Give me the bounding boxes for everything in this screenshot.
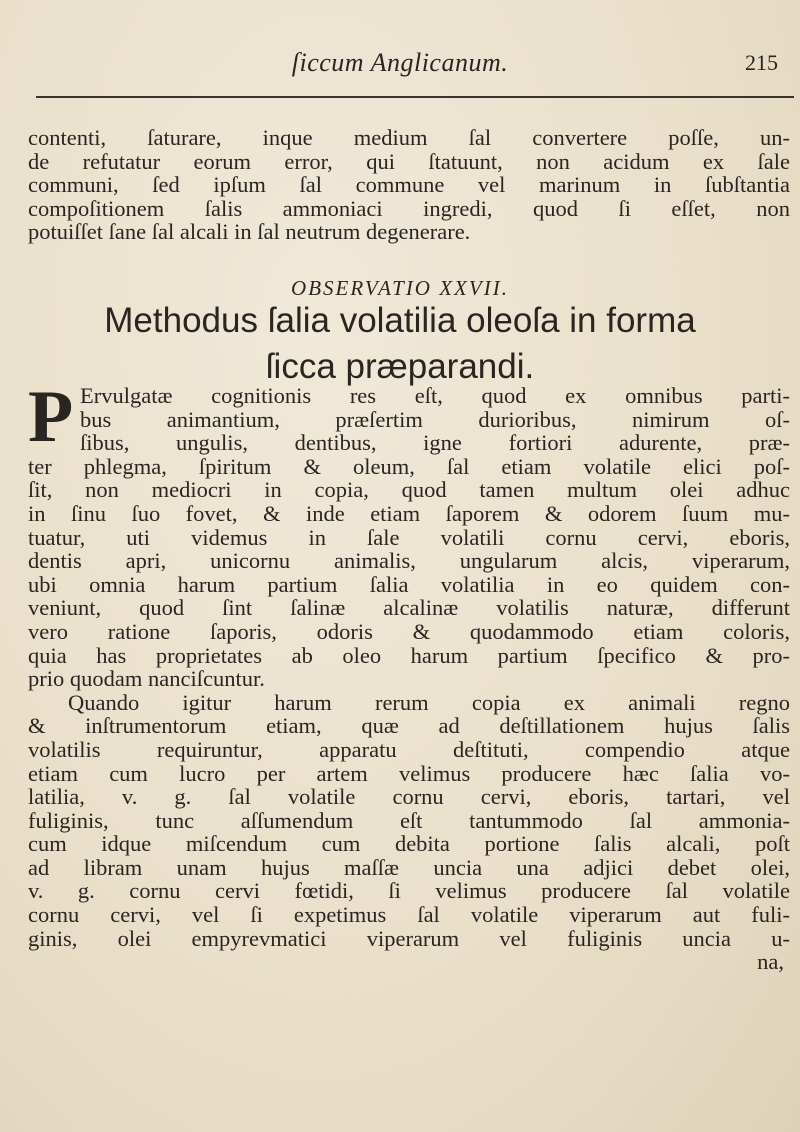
text-line: & inſtrumentorum etiam, quæ ad deſtillationem hujus ſalis [28, 713, 790, 739]
running-title: ſiccum Anglicanum. [291, 48, 509, 77]
catchword: na, [757, 949, 784, 975]
text-line: bus animantium, præſertim durioribus, nimirum oſ- [80, 406, 790, 432]
intro-paragraph [28, 126, 790, 244]
text-line: etiam cum lucro per artem velimus producere hæc ſalia vo- [28, 760, 790, 786]
text-line: latilia, v. g. ſal volatile cornu cervi, eboris, tartari, vel [28, 784, 790, 810]
text-line: quia has proprietates ab oleo harum partium ſpecifico & pro- [28, 642, 790, 668]
title-line: Methodus ſalia volatilia oleoſa in forma [104, 301, 696, 340]
text-line: Ervulgatæ cognitionis res eſt, quod ex omnibus parti- [80, 383, 790, 408]
drop-cap: P [28, 376, 74, 458]
main-paragraph [28, 376, 790, 975]
page-number: 215 [745, 50, 778, 75]
text-line: veniunt, quod ſint ſalinæ alcalinæ volatilis naturæ, differunt [28, 595, 790, 621]
text-line: fuliginis, tunc aſſumendum eſt tantummodo ſal ammonia- [28, 807, 790, 833]
text-line: dentis apri, unicornu animalis, ungularum alcis, viperarum, [28, 548, 790, 574]
title-line: ſicca præparandi. [265, 347, 535, 386]
text-line: communi, ſed ipſum ſal commune vel marinum in ſubſtantia [28, 172, 790, 198]
text-line: potuiſſet ſane ſal alcali in ſal neutrum degenerare. [28, 219, 471, 245]
text-line: ad libram unam hujus maſſæ uncia una adjici debet olei, [28, 854, 790, 880]
text-line: cum idque miſcendum cum debita portione ſalis alcali, poſt [28, 831, 790, 857]
text-line: de refutatur eorum error, qui ſtatuunt, non acidum ex ſale [28, 148, 790, 174]
text-line: in ſinu ſuo fovet, & inde etiam ſaporem & odorem ſuum mu- [28, 500, 790, 526]
text-line: Quando igitur harum rerum copia ex animali regno [68, 689, 790, 715]
text-line: cornu cervi, vel ſi expetimus ſal volatile viperarum aut fuli- [28, 902, 790, 928]
text-line: v. g. cornu cervi fœtidi, ſi velimus producere ſal volatile [28, 878, 790, 904]
text-line: ſit, non mediocri in copia, quod tamen multum olei adhuc [28, 477, 790, 503]
text-line: ter phlegma, ſpiritum & oleum, ſal etiam volatile elici poſ- [28, 453, 790, 479]
observation-heading: OBSERVATIO XXVII. [291, 276, 509, 300]
text-line: ginis, olei empyrevmatici viperarum vel fuliginis uncia u- [28, 925, 790, 951]
page-header [0, 48, 800, 88]
header-rule [36, 96, 794, 98]
section-title [0, 298, 800, 390]
text-line: ſibus, ungulis, dentibus, igne fortiori adurente, præ- [80, 430, 790, 456]
text-line: prio quodam nanciſcuntur. [28, 666, 265, 692]
text-line: vero ratione ſaporis, odoris & quodammodo etiam coloris, [28, 618, 790, 644]
text-line: ubi omnia harum partium ſalia volatilia in eo quidem con- [28, 571, 790, 597]
text-line: volatilis requiruntur, apparatu deſtituti, compendio atque [28, 736, 790, 762]
text-line: tuatur, uti videmus in ſale volatili cornu cervi, eboris, [28, 524, 790, 550]
text-line: compoſitionem ſalis ammoniaci ingredi, quod ſi eſſet, non [28, 195, 790, 221]
text-line: contenti, ſaturare, inque medium ſal convertere poſſe, un- [28, 125, 790, 150]
